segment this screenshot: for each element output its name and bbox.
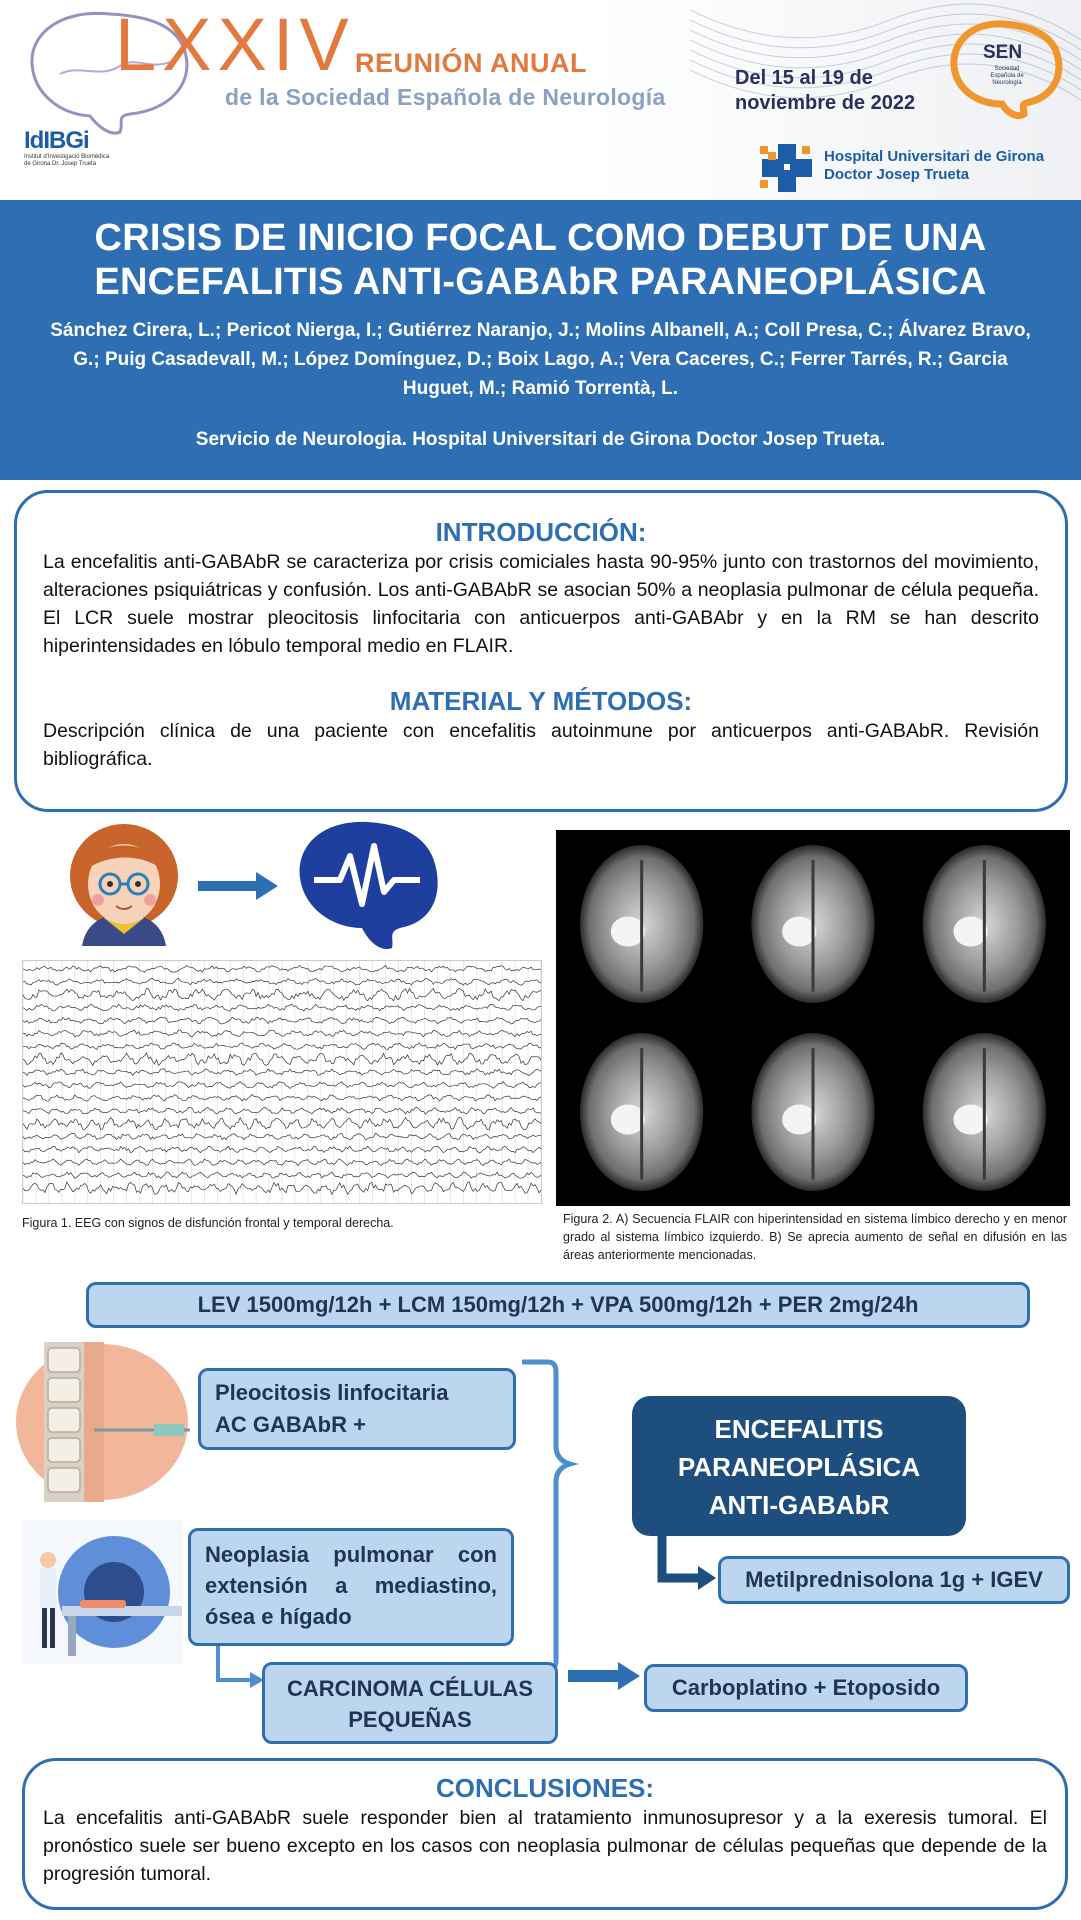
grouping-brace: [522, 1362, 570, 1670]
methods-heading: MATERIAL Y MÉTODOS:: [389, 686, 693, 716]
methods-text: Descripción clínica de una paciente con encefalitis autoinmune por anticuerpos anti-GABAbR. Revisión bibliográfica.: [43, 720, 1039, 770]
mri-slice: [580, 1033, 703, 1191]
idibgi-logo: [24, 127, 114, 198]
diagnosis-line-2: PARANEOPLÁSICA: [677, 1452, 921, 1482]
mri-slice: [751, 1033, 874, 1191]
carcinoma-line-2: PEQUEÑAS: [348, 1707, 472, 1732]
diagnosis-box: [632, 1396, 966, 1536]
diagnosis-line-3: ANTI-GABAbR: [708, 1490, 890, 1520]
society-name: de la Sociedad Española de Neurología: [225, 84, 666, 110]
title-line-1: CRISIS DE INICIO FOCAL COMO DEBUT DE UNA: [94, 217, 987, 259]
edition-number: LXXIV: [115, 3, 355, 86]
poster-title: [0, 216, 1081, 304]
csf-findings-line-1: Pleocitosis linfocitaria: [215, 1380, 449, 1405]
brain-pulse-icon: [292, 816, 442, 956]
mri-slice: [751, 845, 874, 1003]
carcinoma-line-1: CARCINOMA CÉLULAS: [286, 1676, 534, 1701]
arrow-right-icon: [198, 872, 278, 900]
diagnosis-line-1: ENCEFALITIS: [714, 1414, 884, 1444]
dates-line-2: noviembre de 2022: [735, 92, 916, 114]
idibgi-logo-subtitle: Institut d'Investigació Biomèdica de Girona Dr. Josep Trueta: [24, 154, 110, 167]
treatment-box: LEV 1500mg/12h + LCM 150mg/12h + VPA 500mg/12h + PER 2mg/24h: [86, 1282, 1030, 1328]
meeting-title: REUNIÓN ANUAL: [355, 48, 587, 78]
hospital-logo: [758, 142, 1078, 194]
dates-line-1: Del 15 al 19 de: [735, 67, 873, 89]
eeg-recording-figure: [22, 960, 542, 1204]
hospital-cross-icon: [758, 142, 818, 194]
intro-text: La encefalitis anti-GABAbR se caracteriza por crisis comiciales hasta 90-95% junto con trastornos del movimiento, alteraciones psiquiátricas y confusión. Los anti-GABAbR se asocian 50% a neoplasia pulmonar de célula pequeña. El LCR suele mostrar pleocitosis linfocitaria con anticuerpos anti-GABAbr y en la RM se han descrito hiperintensidades en lóbulo temporal medio en FLAIR.: [43, 551, 1039, 657]
meeting-dates: [735, 66, 915, 116]
mri-slice: [923, 845, 1046, 1003]
title-band: [0, 200, 1081, 480]
hospital-name-line-2: Doctor Josep Trueta: [824, 166, 970, 183]
neoplasia-box: Neoplasia pulmonar con extensión a mediastino, ósea e hígado: [188, 1528, 514, 1646]
title-line-2: ENCEFALITIS ANTI-GABAbR PARANEOPLÁSICA: [94, 261, 987, 303]
hospital-name-line-1: Hospital Universitari de Girona: [824, 148, 1045, 165]
conclusions-heading: CONCLUSIONES:: [435, 1773, 655, 1803]
sen-logo-text: SEN: [983, 42, 1023, 63]
figure-2-caption: Figura 2. A) Secuencia FLAIR con hiperintensidad en sistema límbico derecho y en menor grado al sistema límbico izquierdo. B) Se aprecia aumento de señal en difusión en las áreas anteriormente mencionadas.: [563, 1212, 1067, 1262]
conference-header: [0, 0, 1081, 200]
affiliation: Servicio de Neurologia. Hospital Universitari de Girona Doctor Josep Trueta.: [195, 429, 886, 450]
hospital-name: [824, 148, 1044, 184]
sen-logo-subtitle: Sociedad Española de Neurología: [990, 66, 1024, 86]
conclusions-text: La encefalitis anti-GABAbR suele responder bien al tratamiento inmunosupresor y a la exeresis tumoral. El pronóstico suele ser bueno excepto en los casos con neoplasia pulmonar de células pequeñas que depende de la progresión tumoral.: [43, 1807, 1047, 1885]
chemotherapy-box: Carboplatino + Etoposido: [644, 1664, 968, 1712]
lumbar-puncture-illustration: [14, 1342, 190, 1502]
idibgi-logo-mark: IdIBGi: [24, 127, 89, 154]
authors-list: Sánchez Cirera, L.; Pericot Nierga, I.; Gutiérrez Naranjo, J.; Molins Albanell, A.; Coll Presa, C.; Álvarez Bravo, G.; Puig Casadevall, M.; López Domínguez, D.; Boix Lago, A.; Vera Caceres, C.; Ferrer Tarrés, R.; Garcia Huguet, M.; Ramió Torrentà, L.: [50, 320, 1031, 399]
csf-findings-box: [198, 1368, 516, 1450]
carcinoma-box: [262, 1662, 558, 1744]
immunotherapy-box: Metilprednisolona 1g + IGEV: [718, 1556, 1070, 1604]
conclusions-box: [22, 1758, 1068, 1910]
intro-heading: INTRODUCCIÓN:: [435, 517, 647, 547]
patient-avatar-icon: [64, 818, 184, 954]
mri-slice: [923, 1033, 1046, 1191]
mri-slice: [580, 845, 703, 1003]
csf-findings-line-2: AC GABAbR +: [215, 1412, 366, 1437]
ct-scanner-illustration: [22, 1520, 182, 1664]
elbow-arrow-neoplasia: [218, 1646, 252, 1680]
elbow-arrow-diagnosis: [662, 1536, 700, 1578]
intro-methods-box: [14, 490, 1068, 812]
figure-1-caption: Figura 1. EEG con signos de disfunción frontal y temporal derecha.: [22, 1216, 394, 1230]
arrow-carcinoma-to-chemo: [568, 1670, 620, 1682]
mri-flair-figure: [556, 830, 1070, 1206]
